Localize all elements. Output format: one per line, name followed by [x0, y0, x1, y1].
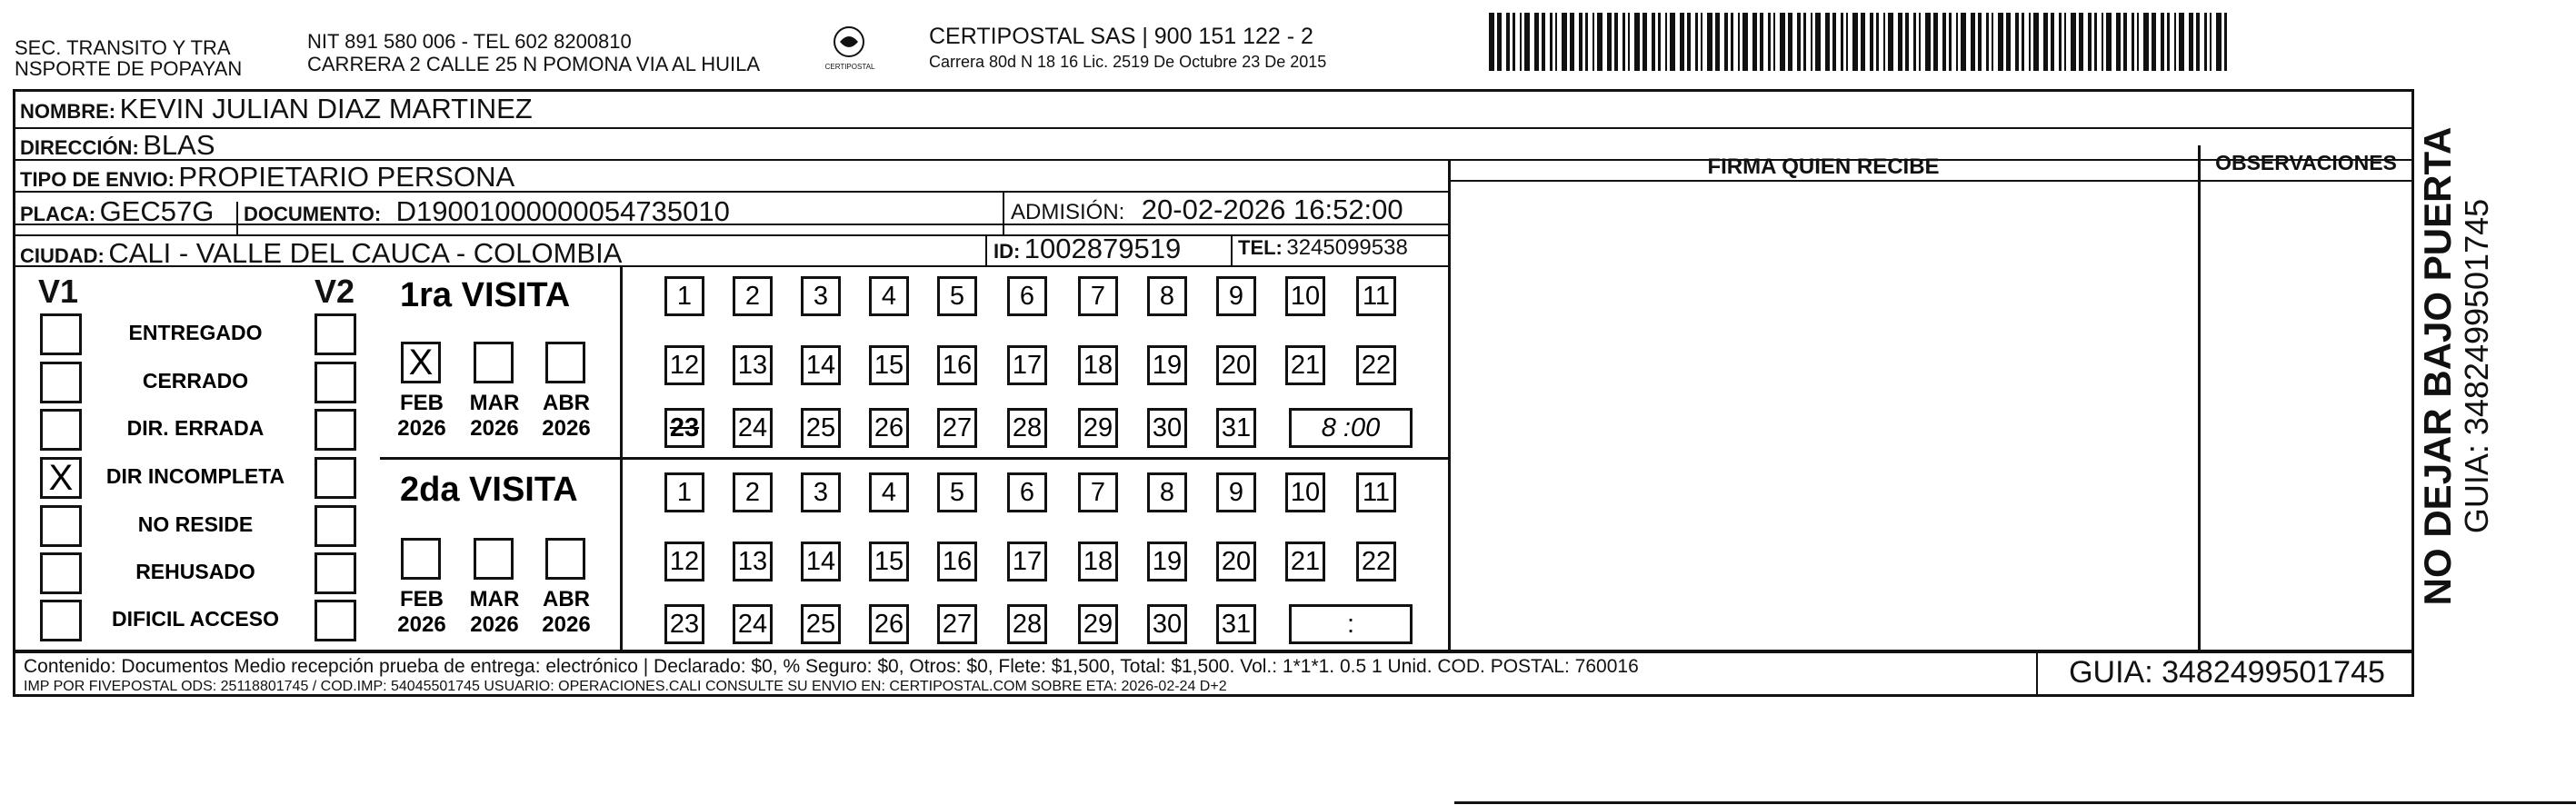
barcode-bar	[1905, 13, 1909, 71]
barcode-bar	[1760, 13, 1763, 71]
bottom-edge-line	[1454, 801, 2576, 804]
col-divider	[1003, 193, 1004, 234]
status-v2-checkbox[interactable]	[315, 600, 356, 641]
month-checkbox-abr[interactable]	[545, 342, 585, 383]
barcode-bar	[2196, 13, 2200, 71]
month-name: FEB	[400, 587, 444, 611]
day-box[interactable]: 31	[1216, 408, 1256, 448]
day-box[interactable]: 18	[1078, 345, 1118, 385]
day-box[interactable]: 9	[1216, 276, 1256, 316]
barcode-bar	[1998, 13, 2003, 71]
sender-line-1: SEC. TRANSITO Y TRA	[15, 36, 231, 59]
barcode-bar	[1715, 13, 1720, 71]
address-line: CARRERA 2 CALLE 25 N POMONA VIA AL HUILA	[307, 53, 761, 75]
month-checkbox-mar[interactable]	[474, 342, 514, 383]
status-v2-checkbox[interactable]	[315, 552, 356, 594]
company-sub: Carrera 80d N 18 16 Lic. 2519 De Octubre 23 De 2015	[929, 53, 1327, 71]
barcode-bar	[1978, 13, 1982, 71]
day-box[interactable]: 5	[937, 472, 977, 512]
barcode-bar	[1570, 13, 1574, 71]
day-box[interactable]: 22	[1356, 345, 1396, 385]
month-year: 2026	[397, 612, 446, 637]
barcode-bar	[2106, 13, 2112, 71]
barcode-bar	[1961, 13, 1966, 71]
barcode-bar	[1628, 13, 1630, 71]
visit-divider	[380, 457, 1449, 460]
barcode-bar	[2123, 13, 2127, 71]
barcode-bar	[1876, 13, 1879, 71]
ciudad-field	[20, 237, 622, 270]
barcode-bar	[1555, 13, 1557, 71]
barcode-bar	[1707, 13, 1712, 71]
day-box[interactable]: 17	[1007, 345, 1047, 385]
status-label: REHUSADO	[135, 560, 255, 583]
month-checkbox-feb[interactable]	[401, 538, 441, 580]
nombre-value: KEVIN JULIAN DIAZ MARTINEZ	[119, 93, 533, 124]
day-box[interactable]: 18	[1078, 542, 1118, 581]
day-box[interactable]: 29	[1078, 408, 1118, 448]
time-box[interactable]: 8 :00	[1289, 408, 1413, 448]
month-year: 2026	[470, 612, 519, 637]
barcode-bar	[1579, 13, 1583, 71]
day-box[interactable]: 8	[1147, 276, 1187, 316]
barcode-bar	[2071, 13, 2076, 71]
company-line: CERTIPOSTAL SAS | 900 151 122 - 2	[929, 24, 1313, 49]
barcode-bar	[1597, 13, 1603, 71]
barcode-bar	[1992, 13, 1993, 71]
barcode-bar	[2132, 13, 2134, 71]
barcode-bar	[1832, 13, 1836, 71]
documento-label: DOCUMENTO:	[244, 203, 382, 225]
day-box[interactable]: 27	[937, 408, 977, 448]
barcode-bar	[1788, 13, 1792, 71]
status-label: ENTREGADO	[128, 321, 263, 344]
barcode-bar	[2189, 13, 2193, 71]
barcode-bar	[1680, 13, 1684, 71]
day-box[interactable]: 2	[733, 472, 773, 512]
barcode-bar	[1614, 13, 1618, 71]
day-box[interactable]: 21	[1285, 542, 1325, 581]
status-v1-checkbox[interactable]	[40, 552, 82, 594]
sender-line-2: NSPORTE DE POPAYAN	[15, 57, 243, 80]
certipostal-logo	[816, 22, 884, 73]
barcode-bar	[2152, 13, 2156, 71]
day-box[interactable]: 15	[869, 542, 909, 581]
month-name: ABR	[543, 587, 590, 611]
day-box[interactable]: 10	[1285, 472, 1325, 512]
status-v2-checkbox[interactable]	[315, 313, 356, 355]
status-v1-checkbox[interactable]	[40, 362, 82, 403]
day-box[interactable]: 8	[1147, 472, 1187, 512]
footer-right	[2411, 651, 2414, 696]
row-line	[13, 234, 1449, 236]
barcode-bar	[1841, 13, 1843, 71]
barcode-bar	[1513, 13, 1515, 71]
day-box[interactable]: 24	[733, 408, 773, 448]
side-panel	[2416, 100, 2495, 609]
barcode-bar	[2006, 13, 2011, 71]
month-checkbox-mar[interactable]	[474, 538, 514, 580]
contenido-line: Contenido: Documentos Medio recepción prueba de entrega: electrónico | Declarado: $0, % Seguro: $0, Otros: $0, Flete: $1,500, Total: $1,500. Vol.: 1*1*1. 0.5 1 Unid. COD. POSTAL: 760016	[24, 656, 1639, 677]
col-divider	[985, 234, 987, 265]
day-box[interactable]: 16	[937, 542, 977, 581]
barcode-bar	[1738, 13, 1740, 71]
tel-field	[1238, 235, 1408, 261]
row-line	[13, 127, 2414, 129]
tel-label: TEL:	[1238, 236, 1283, 259]
day-box[interactable]: 24	[733, 604, 773, 644]
barcode-bar	[1883, 13, 1885, 71]
checkmark-x: X	[48, 458, 74, 498]
status-label: NO RESIDE	[137, 512, 254, 536]
day-box[interactable]: 23	[664, 604, 704, 644]
month-label	[463, 391, 526, 442]
month-name: FEB	[400, 391, 444, 415]
ciudad-label: CIUDAD:	[20, 244, 105, 267]
day-box[interactable]: 4	[869, 276, 909, 316]
month-name: MAR	[469, 587, 520, 611]
status-v1-checkbox[interactable]	[40, 600, 82, 641]
barcode-bar	[1925, 13, 1931, 71]
direccion-label: DIRECCIÓN:	[20, 136, 139, 159]
month-year: 2026	[542, 416, 591, 441]
tel-value: 3245099538	[1286, 235, 1408, 260]
barcode-bar	[1898, 13, 1902, 71]
day-box[interactable]: 21	[1285, 345, 1325, 385]
barcode-bar	[1731, 13, 1733, 71]
barcode-bar	[1942, 13, 1946, 71]
barcode-bar	[2094, 13, 2097, 71]
day-box[interactable]: 14	[801, 345, 841, 385]
footer-line	[13, 651, 2414, 653]
documento-field	[244, 195, 730, 228]
month-checkbox-feb[interactable]	[401, 342, 441, 383]
month-label	[534, 391, 598, 442]
barcode-bar	[1607, 13, 1612, 71]
observations-area[interactable]	[2202, 182, 2411, 650]
status-label: DIR. ERRADA	[126, 416, 265, 440]
barcode-bar	[1542, 13, 1545, 71]
day-box[interactable]: 7	[1078, 276, 1118, 316]
barcode-bar	[1811, 13, 1812, 71]
day-box[interactable]: 5	[937, 276, 977, 316]
barcode-bar	[1888, 13, 1893, 71]
barcode-bar	[2043, 13, 2048, 71]
barcode-bar	[1846, 13, 1848, 71]
frame-right	[2411, 89, 2414, 651]
status-v1-checkbox[interactable]	[40, 505, 82, 547]
day-box[interactable]: 17	[1007, 542, 1047, 581]
status-v2-checkbox[interactable]	[315, 457, 356, 499]
observaciones-header: OBSERVACIONES	[2215, 151, 2397, 174]
barcode-bar	[2022, 13, 2024, 71]
barcode-bar	[1593, 13, 1594, 71]
status-label: CERRADO	[142, 369, 249, 393]
day-box[interactable]: 19	[1147, 345, 1187, 385]
firma-header: FIRMA QUIEN RECIBE	[1707, 154, 1940, 179]
id-field	[993, 233, 1181, 265]
barcode-bar	[1520, 13, 1522, 71]
nombre-field	[20, 93, 533, 125]
month-label	[390, 587, 454, 638]
day-box[interactable]: 23	[664, 408, 704, 448]
barcode-bar	[2210, 13, 2212, 71]
admision-value: 20-02-2026 16:52:00	[1141, 194, 1403, 225]
placa-value: GEC57G	[99, 195, 215, 227]
nit-line: NIT 891 580 006 - TEL 602 8200810	[307, 30, 632, 53]
day-box[interactable]: 12	[664, 542, 704, 581]
direccion-field	[20, 129, 215, 162]
day-box[interactable]: 6	[1007, 472, 1047, 512]
barcode-bar	[2051, 13, 2054, 71]
barcode-bar	[1861, 13, 1865, 71]
time-box[interactable]: :	[1289, 604, 1413, 644]
day-box[interactable]: 26	[869, 604, 909, 644]
barcode-bar	[2116, 13, 2121, 71]
first-visit-title: 1ra VISITA	[400, 276, 571, 314]
day-box[interactable]: 13	[733, 345, 773, 385]
day-box[interactable]: 22	[1356, 542, 1396, 581]
ciudad-value: CALI - VALLE DEL CAUCA - COLOMBIA	[108, 237, 623, 269]
barcode-bar	[2059, 13, 2062, 71]
barcode-bar	[1701, 13, 1702, 71]
barcode-bar	[2204, 13, 2207, 71]
month-label	[463, 587, 526, 638]
barcode-bar	[1524, 13, 1530, 71]
barcode-bar	[1724, 13, 1728, 71]
barcode-bar	[1773, 13, 1775, 71]
barcode-bar	[1852, 13, 1858, 71]
day-box[interactable]: 2	[733, 276, 773, 316]
day-box[interactable]: 30	[1147, 408, 1187, 448]
barcode-bar	[1634, 13, 1640, 71]
barcode-bar	[2033, 13, 2039, 71]
barcode-bar	[2174, 13, 2176, 71]
tipo-label: TIPO DE ENVIO:	[20, 168, 175, 191]
barcode-bar	[2088, 13, 2092, 71]
barcode-bar	[1986, 13, 1989, 71]
status-v2-checkbox[interactable]	[315, 362, 356, 403]
day-box[interactable]: 9	[1216, 472, 1256, 512]
status-v2-checkbox[interactable]	[315, 409, 356, 451]
day-box[interactable]: 1	[664, 276, 704, 316]
barcode-bar	[2079, 13, 2083, 71]
barcode-bar	[2137, 13, 2139, 71]
day-box[interactable]: 20	[1216, 542, 1256, 581]
frame-top	[13, 89, 2414, 92]
day-box[interactable]: 11	[1356, 276, 1396, 316]
id-label: ID:	[993, 240, 1021, 263]
barcode-bar	[1815, 13, 1821, 71]
barcode-bar	[2029, 13, 2031, 71]
day-box[interactable]: 28	[1007, 604, 1047, 644]
placa-field	[20, 195, 214, 228]
v1-label: V1	[38, 273, 79, 310]
barcode-bar	[1780, 13, 1785, 71]
barcode-bar	[1933, 13, 1938, 71]
status-v1-checkbox[interactable]	[40, 409, 82, 451]
side-guia: GUIA: 3482499501745	[2458, 198, 2495, 534]
day-box[interactable]: 6	[1007, 276, 1047, 316]
day-box[interactable]: 7	[1078, 472, 1118, 512]
barcode-bar	[1825, 13, 1830, 71]
barcode-bar	[1562, 13, 1567, 71]
day-box[interactable]: 19	[1147, 542, 1187, 581]
barcode-bar	[1550, 13, 1553, 71]
day-box[interactable]: 28	[1007, 408, 1047, 448]
barcode-bar	[1742, 13, 1748, 71]
month-year: 2026	[397, 416, 446, 441]
barcode-bar	[1752, 13, 1757, 71]
barcode-bar	[1687, 13, 1691, 71]
obs-divider	[2198, 145, 2201, 650]
barcode-bar	[1658, 13, 1661, 71]
barcode-bar	[2102, 13, 2103, 71]
barcode-bar	[1768, 13, 1771, 71]
barcode-bar	[1534, 13, 1539, 71]
barcode-bar	[1670, 13, 1675, 71]
barcode-bar	[1652, 13, 1655, 71]
month-checkbox-abr[interactable]	[545, 538, 585, 580]
barcode-bar	[1497, 13, 1502, 71]
barcode-bar	[1919, 13, 1921, 71]
day-box[interactable]: 26	[869, 408, 909, 448]
barcode-bar	[2143, 13, 2149, 71]
barcode-bar	[1803, 13, 1806, 71]
frame-left	[13, 89, 15, 651]
barcode-bar	[1506, 13, 1510, 71]
day-box[interactable]: 20	[1216, 345, 1256, 385]
placa-label: PLACA:	[20, 203, 96, 225]
status-v1-checkbox[interactable]	[40, 457, 82, 499]
barcode-bar	[2064, 13, 2066, 71]
month-label	[390, 391, 454, 442]
no-dejar-text: NO DEJAR BAJO PUERTA	[2416, 126, 2459, 606]
v2-label: V2	[315, 273, 355, 310]
day-box[interactable]: 12	[664, 345, 704, 385]
day-box[interactable]: 13	[733, 542, 773, 581]
footer-divider	[2036, 651, 2038, 694]
nombre-label: NOMBRE:	[20, 100, 116, 123]
col-divider	[236, 202, 238, 235]
month-year: 2026	[542, 612, 591, 637]
day-box[interactable]: 14	[801, 542, 841, 581]
barcode-bar	[1971, 13, 1975, 71]
barcode-bar	[1585, 13, 1588, 71]
month-name: MAR	[469, 391, 520, 415]
barcode-bar	[2224, 13, 2227, 71]
barcode-bar	[1695, 13, 1698, 71]
month-label	[534, 587, 598, 638]
checkmark-x: X	[408, 343, 434, 383]
status-v2-checkbox[interactable]	[315, 505, 356, 547]
admision-field	[1011, 194, 1403, 226]
barcode-bar	[1665, 13, 1667, 71]
tipo-field	[20, 161, 514, 194]
barcode	[1489, 13, 2227, 71]
day-box[interactable]: 15	[869, 345, 909, 385]
barcode-bar	[1956, 13, 1958, 71]
direccion-value: BLAS	[143, 129, 215, 161]
imp-line: IMP POR FIVEPOSTAL ODS: 25118801745 / COD.IMP: 54045501745 USUARIO: OPERACIONES.CALI CONSULTE SU ENVIO EN: CERTIPOSTAL.COM SOBRE ETA: 2026-02-24 D+2	[24, 679, 1227, 694]
barcode-bar	[2161, 13, 2164, 71]
tipo-value: PROPIETARIO PERSONA	[178, 161, 515, 193]
day-box[interactable]: 16	[937, 345, 977, 385]
day-box[interactable]: 4	[869, 472, 909, 512]
barcode-bar	[2179, 13, 2184, 71]
month-year: 2026	[470, 416, 519, 441]
barcode-bar	[1642, 13, 1647, 71]
barcode-bar	[2216, 13, 2222, 71]
barcode-bar	[1913, 13, 1916, 71]
barcode-bar	[1622, 13, 1625, 71]
day-box[interactable]: 25	[801, 604, 841, 644]
barcode-bar	[1870, 13, 1873, 71]
barcode-bar	[2015, 13, 2019, 71]
day-box[interactable]: 30	[1147, 604, 1187, 644]
svg-text:CERTIPOSTAL: CERTIPOSTAL	[824, 63, 875, 71]
status-label: DIR INCOMPLETA	[105, 464, 285, 488]
status-label: DIFICIL ACCESO	[111, 607, 279, 631]
day-box[interactable]: 3	[801, 472, 841, 512]
signature-area[interactable]	[1451, 191, 2196, 650]
day-box[interactable]: 27	[937, 604, 977, 644]
barcode-bar	[1949, 13, 1952, 71]
day-box[interactable]: 11	[1356, 472, 1396, 512]
day-box[interactable]: 3	[801, 276, 841, 316]
status-v1-checkbox[interactable]	[40, 313, 82, 355]
barcode-bar	[1489, 13, 1494, 71]
month-name: ABR	[543, 391, 590, 415]
col-divider	[1231, 234, 1233, 265]
day-box[interactable]: 29	[1078, 604, 1118, 644]
barcode-bar	[1797, 13, 1801, 71]
admision-label: ADMISIÓN:	[1011, 200, 1125, 224]
second-visit-title: 2da VISITA	[400, 471, 578, 509]
day-box[interactable]: 25	[801, 408, 841, 448]
footer-guia: GUIA: 3482499501745	[2069, 655, 2385, 690]
day-box[interactable]: 31	[1216, 604, 1256, 644]
barcode-bar	[2167, 13, 2170, 71]
footer-left	[13, 651, 15, 696]
documento-value: D19001000000054735010	[395, 195, 730, 227]
id-value: 1002879519	[1023, 233, 1182, 264]
day-box[interactable]: 1	[664, 472, 704, 512]
day-box[interactable]: 10	[1285, 276, 1325, 316]
